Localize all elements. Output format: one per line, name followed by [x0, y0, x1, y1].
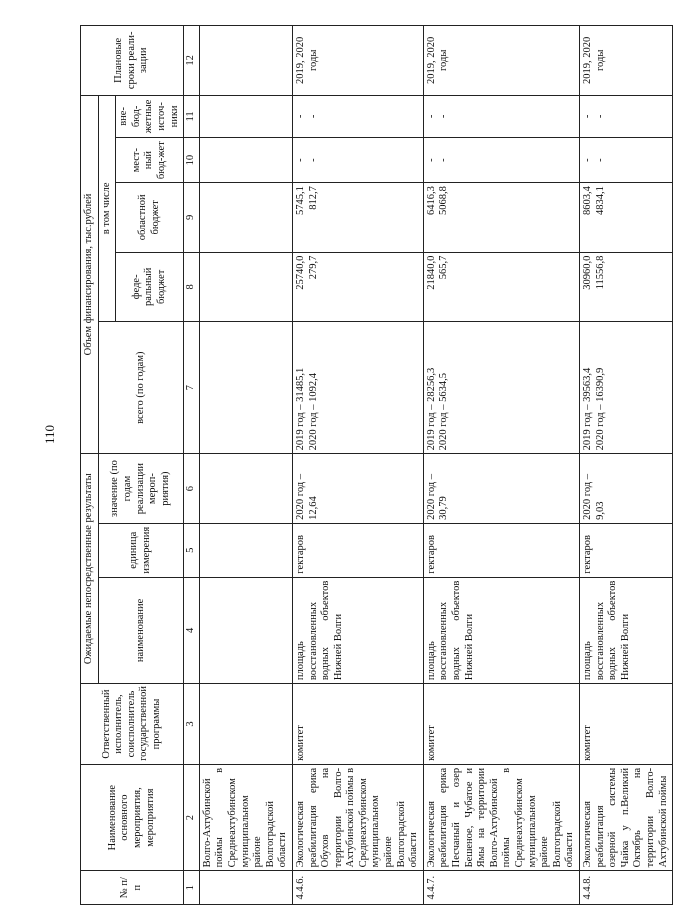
- index-cell: 3: [184, 684, 200, 765]
- table-row: [423, 26, 579, 905]
- header-total: всего (по годам): [98, 322, 184, 454]
- row-number: [199, 871, 292, 905]
- finance-federal-line: 21840,0: [425, 255, 437, 290]
- finance-extrabudget: [423, 95, 579, 138]
- header-result-name: наименование: [98, 577, 184, 684]
- finance-federal-line: 565,7: [438, 255, 450, 280]
- index-cell: 10: [184, 138, 200, 183]
- result-unit: гектаров: [292, 523, 423, 577]
- index-cell: 7: [184, 322, 200, 454]
- finance-federal: [579, 252, 672, 322]
- finance-extrabudget: [579, 95, 672, 138]
- header-including: в том числе: [98, 95, 116, 321]
- page-number: 110: [42, 424, 57, 444]
- responsible: комитет: [579, 684, 672, 765]
- finance-local: [292, 138, 423, 183]
- header-finance-group: Объем финансирования, тыс.рублей: [81, 95, 99, 454]
- result-value: 2020 год – 12,64: [292, 454, 423, 524]
- finance-total-line: 2020 год – 16390,9: [594, 367, 606, 451]
- header-extrabudget: вне-бюд-жетные источ-ники: [116, 95, 184, 138]
- result-name: [199, 577, 292, 684]
- header-num: № п/п: [81, 871, 184, 905]
- header-terms: Плановые сроки реали-зации: [81, 26, 184, 96]
- finance-regional-line: 812,7: [307, 186, 319, 210]
- header-local: мест-ный бюд-жет: [116, 138, 184, 183]
- index-cell: 1: [184, 871, 200, 905]
- finance-extrabudget-line: -: [294, 114, 306, 119]
- finance-local-line: -: [307, 158, 319, 162]
- finance-total-line: 2020 год – 1092,4: [307, 373, 319, 451]
- table-body: [199, 26, 672, 905]
- rotated-table-sheet: [80, 25, 669, 905]
- table-row: [579, 26, 672, 905]
- activities-table: [80, 25, 673, 905]
- responsible: комитет: [292, 684, 423, 765]
- finance-local-line: -: [425, 158, 437, 162]
- index-cell: 5: [184, 523, 200, 577]
- row-number: 4.4.8.: [579, 871, 672, 905]
- finance-extrabudget-line: -: [581, 114, 593, 119]
- table-header: [81, 26, 200, 905]
- header-result-value: значение (по годам реализации мероп-риятия): [98, 454, 184, 524]
- finance-regional: [423, 183, 579, 253]
- row-number: 4.4.6.: [292, 871, 423, 905]
- table-row: [292, 26, 423, 905]
- finance-local-line: -: [438, 158, 450, 162]
- finance-federal: [292, 252, 423, 322]
- finance-total-line: 2019 год – 31485,1: [294, 367, 306, 451]
- finance-federal-line: 30960,0: [581, 255, 593, 290]
- result-name: площадь восстановленных водных объектов Нижней Волги: [292, 577, 423, 684]
- terms: 2019, 2020 годы: [579, 26, 672, 96]
- index-cell: 8: [184, 252, 200, 322]
- result-name: площадь восстановленных водных объектов Нижней Волги: [579, 577, 672, 684]
- responsible: [199, 684, 292, 765]
- finance-federal: [423, 252, 579, 322]
- finance-regional-line: 8603,4: [581, 186, 593, 215]
- index-row: [184, 26, 200, 905]
- finance-regional-line: 4834,1: [594, 186, 606, 215]
- index-cell: 9: [184, 183, 200, 253]
- finance-federal-line: 25740,0: [294, 255, 306, 290]
- finance-total: [199, 322, 292, 454]
- terms: 2019, 2020 годы: [292, 26, 423, 96]
- finance-local: [199, 138, 292, 183]
- finance-local: [579, 138, 672, 183]
- index-cell: 6: [184, 454, 200, 524]
- result-value: 2020 год – 30,79: [423, 454, 579, 524]
- finance-regional: [579, 183, 672, 253]
- finance-extrabudget-line: -: [594, 114, 606, 119]
- index-cell: 4: [184, 577, 200, 684]
- index-cell: 11: [184, 95, 200, 138]
- finance-regional-line: 5745,1: [294, 186, 306, 215]
- finance-total-line: 2019 год – 28256,3: [425, 367, 437, 451]
- finance-extrabudget-line: -: [425, 114, 437, 119]
- activity-name: Экологическая реабилитация ерика Песчаный и озер Бешеное, Чубатое и Ямы на территории Волго-Ахтубинской поймы в Среднеахтубинском муниципальном районе Волгоградской области: [423, 764, 579, 871]
- finance-regional-line: 6416,3: [425, 186, 437, 215]
- finance-total-line: 2019 год – 39563,4: [581, 367, 593, 451]
- activity-name: Волго-Ахтубинской поймы в Среднеахтубинском муниципальном районе Волгоградской области: [199, 764, 292, 871]
- activity-name: Экологическая реабилитация ерика Обухов на территории Волго-Ахтубинской поймы в Среднеахтубинском муниципальном районе Волгоградской области: [292, 764, 423, 871]
- finance-total: [423, 322, 579, 454]
- header-result-unit: единица измерения: [98, 523, 184, 577]
- finance-extrabudget-line: -: [438, 114, 450, 119]
- finance-local-line: -: [581, 158, 593, 162]
- finance-total: [292, 322, 423, 454]
- index-cell: 2: [184, 764, 200, 871]
- finance-regional: [292, 183, 423, 253]
- finance-federal: [199, 252, 292, 322]
- responsible: комитет: [423, 684, 579, 765]
- finance-local: [423, 138, 579, 183]
- result-unit: гектаров: [579, 523, 672, 577]
- result-name: площадь восстановленных водных объектов Нижней Волги: [423, 577, 579, 684]
- terms: [199, 26, 292, 96]
- finance-total: [579, 322, 672, 454]
- index-cell: 12: [184, 26, 200, 96]
- header-regional: областной бюджет: [116, 183, 184, 253]
- row-number: 4.4.7.: [423, 871, 579, 905]
- activity-name: Экологическая реабилитация озерной системы Чайка у п.Великий Октябрь на территории Волго-Ахтубинской поймы: [579, 764, 672, 871]
- finance-local-line: -: [594, 158, 606, 162]
- finance-extrabudget: [199, 95, 292, 138]
- finance-federal-line: 279,7: [307, 255, 319, 280]
- finance-extrabudget-line: -: [307, 114, 319, 119]
- finance-total-line: 2020 год – 5634,5: [438, 373, 450, 451]
- finance-extrabudget: [292, 95, 423, 138]
- result-unit: [199, 523, 292, 577]
- header-results-group: Ожидаемые непосредственные результаты: [81, 454, 99, 684]
- finance-regional-line: 5068,8: [438, 186, 450, 215]
- finance-local-line: -: [294, 158, 306, 162]
- header-name: Наименование основного мероприятия, мероприятия: [81, 764, 184, 871]
- finance-federal-line: 11556,8: [594, 255, 606, 290]
- result-value: [199, 454, 292, 524]
- header-responsible: Ответственный исполнитель, соисполнитель государственной программы: [81, 684, 184, 765]
- table-row: [199, 26, 292, 905]
- result-value: 2020 год – 9,03: [579, 454, 672, 524]
- header-federal: феде-ральный бюджет: [116, 252, 184, 322]
- result-unit: гектаров: [423, 523, 579, 577]
- terms: 2019, 2020 годы: [423, 26, 579, 96]
- finance-regional: [199, 183, 292, 253]
